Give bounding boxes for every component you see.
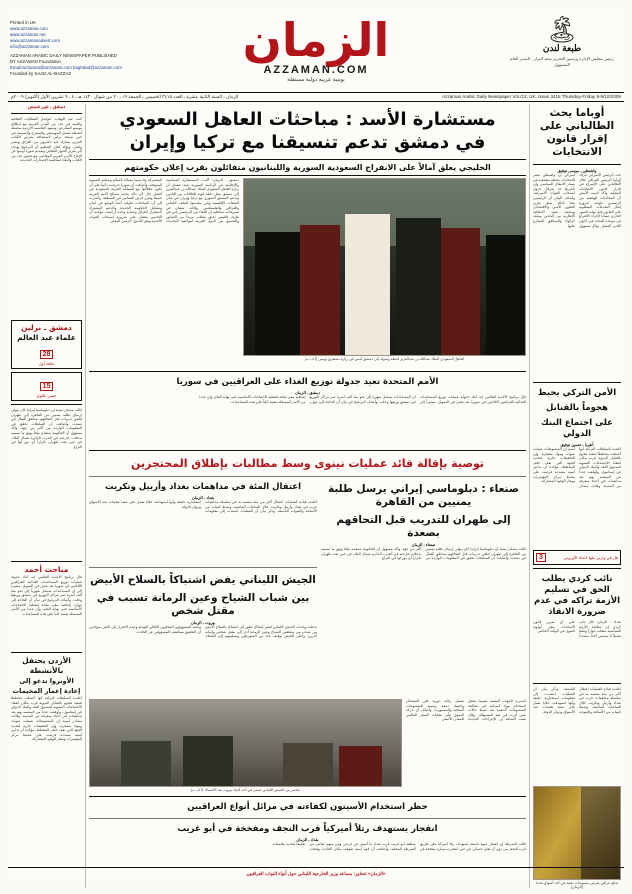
paper-sheet bbox=[8, 13, 624, 889]
left-badge-label-2: حسن علاوي bbox=[36, 393, 57, 398]
nineveh-headline: توصية بإقالة قائد عمليات نينوى وسط مطالبات بإطلاق المحتجزين bbox=[130, 457, 484, 470]
masthead-left-info bbox=[10, 20, 160, 77]
left-badge-number-2: 15 bbox=[40, 382, 54, 391]
lead-body: دمشق ـ الزمان: أكدت المستشارة السياسية والإعلامية في الرئاسة السورية بثينة شعبان أن زيارة العاهل السعودي الملك عبدالله بن عبدالعزيز إلى دمشق تمثل دفعة قوية للعلاقات بين البلدين وتدعم التنسيق السوري مع تركيا وإيران في شأن الملفات الإقليمية وفي مقدمتها الملف اللبناني والعراقي والفلسطيني. وقالت شعبان في تصريحات صحافية إن اللقاء بين الزعيمين يأتي في ظرف إقليمي دقيق يتطلب مزيداً من التشاور والتنسيق بين الدول العربية لمواجهة التحديات المشتركة ولا سيما مسألة السلام وعملية التسوية المتوقفة. وأضافت أن سوريا حرصت دائماً على أن تكون علاقاتها مع المملكة العربية السعودية في أفضل حال لأن ذلك يخدم مصالح الأمة العربية جميعاً ويعزز فرص التضامن في المنطقة. وأشارت إلى أن المباحثات تناولت أيضاً الوضع في لبنان وتشكيل الحكومة الجديدة والدعم المشترك لاستقرار العراق وحماية وحدة أراضيه، مؤكدة أن الجانبين يتفقان على ضرورة انسحاب القوات الأجنبية وفق الجدول الزمني المعلن. bbox=[89, 178, 239, 224]
column-right bbox=[529, 104, 624, 888]
masthead-logo bbox=[196, 13, 436, 83]
gold-story-body: أصدرت الجهات المعنية تعميماً يحظر استخدام مواد كيميائية في معالجة المصنوعات الذهبية بعد ضبط حالات غش أثرت في ثقة المستهلك، وقال نقيب الصاغة إن الإجراءات الجديدة تشمل رقابة دورية على المشاغل واعتماد دمغة رسمية للمصنوعات المحلية والمستوردة. وأضاف أن حركة السوق تتأثر بتقلبات السعر العالمي للمعدن الأصفر. bbox=[406, 699, 526, 722]
website-2[interactable]: www.azzaman.net bbox=[10, 32, 46, 37]
logo-tagline: يومية عربية دولية مستقلة bbox=[287, 77, 345, 83]
left-body-1: كتب عبد الوهاب: تتواصل الفعاليات الثقافية والفنية في عدد من المدن العربية مع انطلاق موسم المعارض، وتشهد العاصمة الأردنية سلسلة أنشطة تشمل الموسيقى والمسرح والسينما، في حين تستعد برلين لاستضافة معرض للكتاب العربي يشارك فيه ناشرون من العراق ومصر ولبنان. وتؤكد لجان التنظيم أن البرنامج يهدف إلى تعزيز الحوار الثقافي وتقديم صورة أوسع عن الإنتاج الأدبي العربي المعاصر، مع حضور عدد من الكتاب والنقاد لمناقشة الإصدارات الجديدة. bbox=[11, 117, 82, 163]
teaser-text: هل في وارين ملها لاتحاد الأوروبي bbox=[563, 555, 618, 560]
left-badge-number-1: 28 bbox=[40, 350, 54, 359]
teaser-page-number: 3 bbox=[536, 553, 546, 562]
publisher-line-2: BY AZZAMAN Foundation bbox=[10, 59, 61, 64]
footer-bar bbox=[8, 867, 624, 880]
bomb-headline: انفجار يستهدف رتلاً أميركياً قرب النجف ومفخخة في أبو غريب bbox=[177, 824, 438, 834]
left-headline-2: علماء عبد العالم bbox=[17, 333, 76, 342]
left-badge-box-1[interactable] bbox=[11, 320, 82, 369]
bomb-byline: بغداد ـ الزمان bbox=[296, 837, 319, 842]
sanaa-body: قالت مصادر يمنية إن دبلوماسياً إيرانياً كان يتولى إرسال طلبة يمنيين من القاهرة إلى طهران لتلقي تدريبات قبل التحاقهم بمناطق القتال في صعدة، وأضافت أن السلطات تحقق في المعلومات الواردة من أكثر من جهة. وأكد مسؤول أن الحكومة ستقدم ملفاً يوثق ما تسميه تدخلات خارجية في الحرب الدائرة شمال البلاد، في حين نفت طهران تكراراً أي دور لها في النزاع. bbox=[321, 547, 526, 561]
website-1[interactable]: www.azzaman.com bbox=[10, 26, 48, 31]
gold-story-headline: حظر استخدام الأسيتون لكفاءته في مزائل أنواع العراقيين bbox=[187, 802, 428, 812]
left-body-4: أعلنت السلطات التركية أنها أحبطت مخططاً لتنفيذ هجوم بالقنابل اليدوية قرب مكان انعقاد الاجتماعات السنوية لصندوق النقد والبنك الدولي في إستانبول، وأوقفت عدداً من المشتبه بهم بعد مداهمات في أحياء متفرقة من المدينة. وقالت مصادر أمنية إن المضبوطات شملت عبوات ومواد متفجرة، وإن التحقيقات جارية لتحديد الجهة التي تقف خلف المخطط، مؤكدة أن تدابير أمنية مشددة فرضت على محيط مركز المؤتمرات ومقار الوفود المشاركة. bbox=[11, 696, 82, 742]
dateline-bar bbox=[8, 92, 624, 102]
un-food-body: قال برنامج الأغذية العالمي إنه أعاد جدولة عمليات توزيع المساعدات الغذائية للعراقيين اللاجئين في سوريا بعد نقص في التمويل، مشيراً إلى أن المساعدات ستصل شهرياً إلى نحو مئة ألف أسرة عبر مراكز التوزيع في دمشق وريفها وحلب. وأضاف البرنامج في بيان أن الحاجة إلى موارد إضافية تبقى ملحة لتغطية الاحتياجات الأساسية حتى نهاية العام، وأن عدداً من الأسر المسجلة يعتمد كلياً على هذه المساعدات. bbox=[199, 395, 526, 404]
lead-headline-line1: مستشارة الأسد : مباحثات العاهل السعودي bbox=[119, 109, 496, 130]
lebanon-street-photo bbox=[89, 699, 402, 787]
email-1[interactable]: info@azzaman.com bbox=[10, 44, 49, 49]
dateline-left: Azzaman Arabic Daily Newspaper Vol./12, UK, Issue 3415 Thursday-Friday 8-9/10/2009 bbox=[442, 94, 621, 99]
main-grid bbox=[8, 102, 624, 888]
sanaa-headline-line1: صنعاء : دبلوماسي إيراني يرسل طلبة يمنيين من القاهرة bbox=[328, 483, 519, 508]
sanaa-byline: صنعاء ـ الزمان bbox=[411, 542, 436, 547]
lead-subhead: الخليجي يعلق آمالاً على الانفراج السعودية السورية واللبنانيون متفائلون بقرب إعلان حكومتهم bbox=[89, 159, 526, 176]
sanaa-headline-line2: إلى طهران للتدريب قبل التحاقهم بصعدة bbox=[336, 514, 511, 539]
gold-shop-caption: صائغ عراقي يعرض مصنوعات ذهبية في أحد أسواق بغداد (الزمان) bbox=[535, 881, 619, 889]
footer-note: «الزمان» تتحاور: مساعد وزير الخارجية اللبناني حول أنواء النواب العراقيين bbox=[246, 871, 386, 876]
gold-shop-photo bbox=[533, 786, 621, 880]
turkey-body: أعلنت السلطات التركية أنها أحبطت مخططاً لتنفيذ هجوم بالقنابل اليدوية قرب مكان انعقاد الاجتماعات السنوية لصندوق النقد والبنك الدولي في إستانبول، وأوقفت عدداً من المشتبه بهم بعد مداهمات في أحياء متفرقة من المدينة. وقالت مصادر أمنية إن المضبوطات شملت عبوات ومواد متفجرة، وإن التحقيقات جارية لتحديد الجهة التي تقف خلف المخطط، مؤكدة أن تدابير أمنية مشددة فرضت على محيط مركز المؤتمرات ومقار الوفود المشاركة. bbox=[533, 447, 621, 488]
masthead bbox=[8, 14, 624, 92]
website-3[interactable]: www.azzamanadvert.com bbox=[10, 38, 61, 43]
un-food-byline: دمشق ـ الزمان bbox=[294, 390, 321, 395]
left-badge-label-1: ثقافة أول bbox=[38, 361, 55, 366]
teaser-box[interactable] bbox=[533, 550, 621, 565]
logo-arabic-title: الزمان bbox=[242, 13, 390, 67]
publisher-line-1: AZZAMAN ARABIC DAILY NEWSPAPER PUBLISHED bbox=[10, 53, 117, 58]
taliban-byline: واشنطن ـ موسى توفيق bbox=[557, 168, 597, 173]
email-2[interactable]: Email:azzaman@azzaman.com baghdad@azzaman.com bbox=[10, 65, 122, 70]
left-badge-box-2[interactable] bbox=[11, 372, 82, 401]
lead-headline-line2: في دمشق تدعم تنسيقنا مع تركيا وإيران bbox=[129, 132, 486, 153]
left-body-3: قال برنامج الأغذية العالمي إنه أعاد جدولة عمليات توزيع المساعدات الغذائية للعراقيين اللاجئين في سوريا بعد نقص في التمويل، مشيراً إلى أن المساعدات ستصل شهرياً إلى نحو مئة ألف أسرة عبر مراكز التوزيع في دمشق وريفها وحلب. وأضاف البرنامج في بيان أن الحاجة إلى موارد إضافية تبقى ملحة لتغطية الاحتياجات الأساسية حتى نهاية العام، وأن عدداً من الأسر المسجلة يعتمد كلياً على هذه المساعدات. bbox=[11, 575, 82, 616]
lebanon-army-body: تدخلت وحدات الجيش اللبناني لفض إشكال تطور إلى اشتباك بالسلاح الأبيض بين شباب من منطقتي الشياح وعين الرمانة أدى إلى مقتل شخص وإصابة آخرين، وأعلن الجيش توقيف عدد من المتورطين وتسليمهم إلى القضاء. وناشد المسؤولون المحليون الأهالي التهدئة وعدم الانجرار إلى الفتن، مؤكدين أن التحقيق سيكشف المسؤولين عن الحادث. bbox=[89, 625, 317, 639]
turkey-headline-line1: الأمن التركي يحبط bbox=[537, 388, 617, 398]
turkey-byline: أنقرة ـ حسين توفيق bbox=[560, 442, 594, 447]
dateline-right: الزمان ـ السنة الثانية عشرة ـ العدد ٣٤١٥ الخميس ـ الجمعة ١٩ ـ ٢٠ من شوال ١٤٣٠ هـ ـ ٨ ـ ٩ تشرين الأول (أكتوبر) ٢٠٠٩م bbox=[11, 94, 239, 99]
left-headline-1: دمشق ـ برلين bbox=[21, 323, 72, 332]
print-location: Printed in UK bbox=[10, 20, 36, 25]
left-top-label: دمشق ـ عين شمس bbox=[27, 104, 66, 109]
turkey-headline-line2: هجوماً بالقنابل bbox=[546, 403, 608, 413]
lead-headline bbox=[89, 104, 526, 156]
column-left bbox=[8, 104, 86, 888]
bomb-body: قالت الشرطة إن انفجار عبوة ناسفة استهدف رتلاً أميركياً على طريق قرب النجف من دون أن تعلن خسائر، في حين انفجرت سيارة مفخخة في منطقة أبو غريب غرب بغداد ما أسفر عن جرحى ومن بينهم عناصر من الشرطة المحلية. وأضافت أن قوة أمنية طوقت مكان الحادث وفتحت تحقيقاً لتحديد ملابساته. bbox=[271, 842, 526, 851]
edition-city: طبعة لندن bbox=[542, 43, 582, 53]
baghdad-raids-headline: اعتقال المئة في مداهمات بغداد وأربيل وتكريت bbox=[104, 482, 302, 492]
baghdad-raids-byline: بغداد ـ الزمان bbox=[191, 495, 215, 500]
lebanon-army-byline: بيروت ـ الزمان bbox=[190, 620, 216, 625]
lebanon-army-headline-line1: الجيش اللبناني يفض اشتباكاً بالسلاح الأبيض bbox=[90, 574, 316, 586]
taliban-headline: أوباما يحث الطالباني على إقرار قانون الانتخابات bbox=[539, 107, 615, 158]
left-body-2: قالت مصادر يمنية إن دبلوماسياً إيرانياً كان يتولى إرسال طلبة يمنيين من القاهرة إلى طهران لتلقي تدريبات قبل التحاقهم بمناطق القتال في صعدة، وأضافت أن السلطات تحقق في المعلومات الواردة من أكثر من جهة. وأكد مسؤول أن الحكومة ستقدم ملفاً يوثق ما تسميه تدخلات خارجية في الحرب الدائرة شمال البلاد، في حين نفت طهران تكراراً أي دور لها في النزاع. bbox=[11, 408, 82, 449]
right-filler-body: أعلنت قيادة العمليات اعتقال أكثر من مئة مشتبه به في سلسلة مداهمات جرت في بغداد وأربيل وتكريت خلال الساعات الماضية، وضبط كميات من الأسلحة والعبوات الناسفة. وذكر بيان أن العمليات استندت إلى معلومات استخبارية دقيقة وأنها استهدفت خلايا تعمل على تنفيذ هجمات ضد الأسواق ودوائر الدولة. bbox=[533, 687, 621, 714]
founder-line: Founded by SAAD AL-BAZZAZ bbox=[10, 71, 72, 76]
lebanon-army-headline-line2: بين شباب الشياح وعين الرمانة تسبب في مقتل شخص bbox=[96, 592, 310, 617]
eagle-emblem-icon: 🏝 bbox=[545, 15, 579, 45]
masthead-right-info bbox=[502, 15, 622, 67]
taliban-body: حث الرئيس الأميركي باراك أوباما الرئيس العراقي جلال الطالباني على الإسراع في إقرار قانون الانتخابات المقبلة، وأكد البيت الأبيض أن المحادثات الهاتفية بين الرئيسين تناولت ضرورة إنجاز التعديلات المطلوبة على القانون قبل نهاية الشهر الجاري ضماناً لإجراء الاقتراع في موعده المحدد في كانون الثاني المقبل. وقال مسؤول أميركي إن واشنطن تعتبر الانتخابات محطة مفصلية في مسار الانتقال السياسي وإن تأخيرها قد يعرقل جدول انسحاب القوات الأميركية. وأضاف البيان أن الرئيسين بحثا كذلك سبل تعزيز التعاون الأمني والاقتصادي ومتابعة تنفيذ الاتفاقية الإطارية بين البلدين وملف كركوك والمناطق المتنازع عليها. bbox=[533, 173, 621, 228]
left-headline-3: مباحث أحمد bbox=[24, 565, 69, 574]
editor-line: رئيس مجلس الإدارة ورئيس التحرير سعد البزاز ـ المدير العام المسؤول bbox=[510, 56, 614, 67]
un-food-headline: الأمم المتحدة تعيد جدولة توزيع الغذاء على العراقيين في سوريا bbox=[176, 377, 439, 387]
lead-photo bbox=[243, 178, 526, 356]
lead-photo-caption: العاهل السعودي الملك عبدالله بن عبدالعزيز لحظة وصوله إلى دمشق أمس في زيارة تستغرق يومين (أ ف ب) bbox=[304, 357, 465, 361]
kurdish-mp-body: بغداد ـ الزمان: قال نائب كردي إن معالجة الأزمة السياسية تتطلب حواراً وطنياً شاملاً لا يستثني أحداً، مشدداً على أن تمرير قانون الانتخابات يبقى أولوية قصوى في الوقت الحاضر. bbox=[533, 620, 621, 638]
column-middle bbox=[86, 104, 529, 888]
left-headline-4: الأردن يحتفل بالأنشطة bbox=[22, 656, 71, 675]
baghdad-raids-body: أعلنت قيادة العمليات اعتقال أكثر من مئة مشتبه به في سلسلة مداهمات جرت في بغداد وأربيل وتكريت خلال الساعات الماضية، وضبط كميات من الأسلحة والعبوات الناسفة. وذكر بيان أن العمليات استندت إلى معلومات استخبارية دقيقة وأنها استهدفت خلايا تعمل على تنفيذ هجمات ضد الأسواق ودوائر الدولة. bbox=[89, 500, 317, 514]
turkey-headline-line3: على اجتماع البنك الدولي bbox=[541, 418, 613, 439]
logo-latin-title: AZZAMAN.COM bbox=[263, 64, 369, 76]
left-headline-5: الأونروا تدعو إلى إعادة إعمار المخيمات bbox=[12, 677, 81, 695]
lebanon-street-caption: عناصر من الجيش اللبناني تنتشر في أحد أحياء بيروت بعد الاشتباك (أ ف ب) bbox=[190, 788, 301, 792]
kurdish-mp-headline: نائب كردي يطلب الحق في تسليم الأزمة تراكه في عدم ضرورة الانقاذ bbox=[533, 574, 621, 617]
